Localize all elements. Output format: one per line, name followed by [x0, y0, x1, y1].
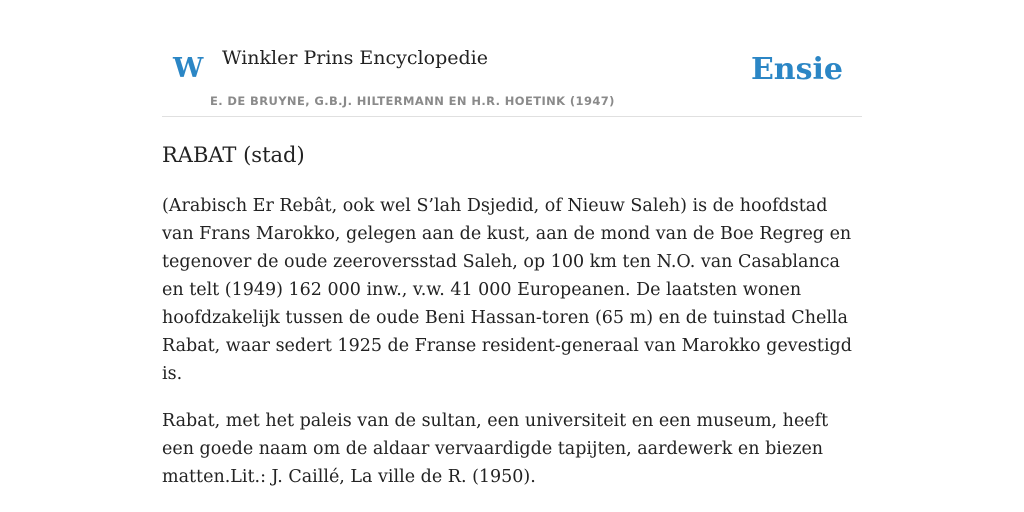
entry-body — [162, 192, 862, 510]
authors-credit: E. DE BRUYNE, G.B.J. HILTERMANN EN H.R. HOETINK (1947) — [210, 94, 615, 108]
ensie-link[interactable]: Ensie — [750, 52, 843, 87]
paragraph: (Arabisch Er Rebât, ook wel S’lah Dsjedid, of Nieuw Saleh) is de hoofdstad van Frans Marokko, gelegen aan de kust, aan de mond van de Boe Regreg en tegenover de oude zeeroversstad Saleh, op 100 km ten N.O. van Casablanca en telt (1949) 162 000 inw., v.w. 41 000 Europeanen. De laatsten wonen hoofdzakelijk tussen de oude Beni Hassan-toren (65 m) en de tuinstad Chella Rabat, waar sedert 1925 de Franse resident-generaal van Marokko gevestigd is. — [162, 196, 852, 384]
site-header — [162, 0, 862, 117]
page — [162, 0, 862, 487]
logo-w[interactable]: W — [173, 53, 204, 84]
paragraph: Rabat, met het paleis van de sultan, een universiteit en een museum, heeft een goede naam om de aldaar vervaardigde tapijten, aardewerk en biezen matten.Lit.: J. Caillé, La ville de R. (1950). — [162, 411, 829, 487]
site-title[interactable]: Winkler Prins Encyclopedie — [222, 47, 488, 69]
entry-title: RABAT (stad) — [162, 143, 305, 167]
